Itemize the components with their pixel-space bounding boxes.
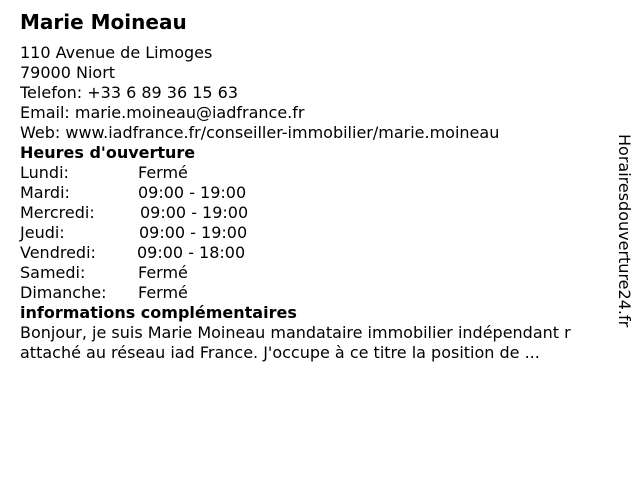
hours-value: Fermé — [138, 283, 188, 302]
site-watermark: Horairesdouverture24.fr — [615, 134, 634, 328]
day-label: Jeudi: — [20, 223, 65, 242]
hours-heading: Heures d'ouverture — [20, 143, 196, 162]
day-label: Mercredi: — [20, 203, 95, 222]
website-link[interactable]: Web: www.iadfrance.fr/conseiller-immobilier/marie.moineau — [20, 123, 500, 142]
email-address: Email: marie.moineau@iadfrance.fr — [20, 103, 305, 122]
street-address: 110 Avenue de Limoges — [20, 43, 213, 62]
hours-row — [20, 243, 620, 263]
hours-value: Fermé — [138, 163, 188, 182]
day-label: Dimanche: — [20, 283, 107, 302]
hours-value: 09:00 - 19:00 — [140, 203, 249, 222]
description-line: Bonjour, je suis Marie Moineau mandataire immobilier indépendant r — [20, 323, 571, 342]
business-card — [20, 10, 620, 363]
business-name: Marie Moineau — [20, 10, 187, 34]
city: 79000 Niort — [20, 63, 116, 82]
day-label: Mardi: — [20, 183, 70, 202]
hours-row — [20, 263, 620, 283]
info-heading: informations complémentaires — [20, 303, 297, 322]
day-label: Lundi: — [20, 163, 69, 182]
contact-block — [20, 43, 620, 143]
description — [20, 323, 620, 363]
hours-row — [20, 163, 620, 183]
hours-row — [20, 223, 620, 243]
phone-number: Telefon: +33 6 89 36 15 63 — [20, 83, 239, 102]
hours-row — [20, 283, 620, 303]
hours-value: Fermé — [138, 263, 188, 282]
hours-value: 09:00 - 19:00 — [138, 183, 247, 202]
opening-hours-list — [20, 163, 620, 303]
hours-row — [20, 203, 620, 223]
day-label: Vendredi: — [20, 243, 96, 262]
description-line: attaché au réseau iad France. J'occupe à ce titre la position de ... — [20, 343, 540, 362]
hours-value: 09:00 - 19:00 — [139, 223, 248, 242]
hours-row — [20, 183, 620, 203]
hours-value: 09:00 - 18:00 — [137, 243, 246, 262]
day-label: Samedi: — [20, 263, 86, 282]
